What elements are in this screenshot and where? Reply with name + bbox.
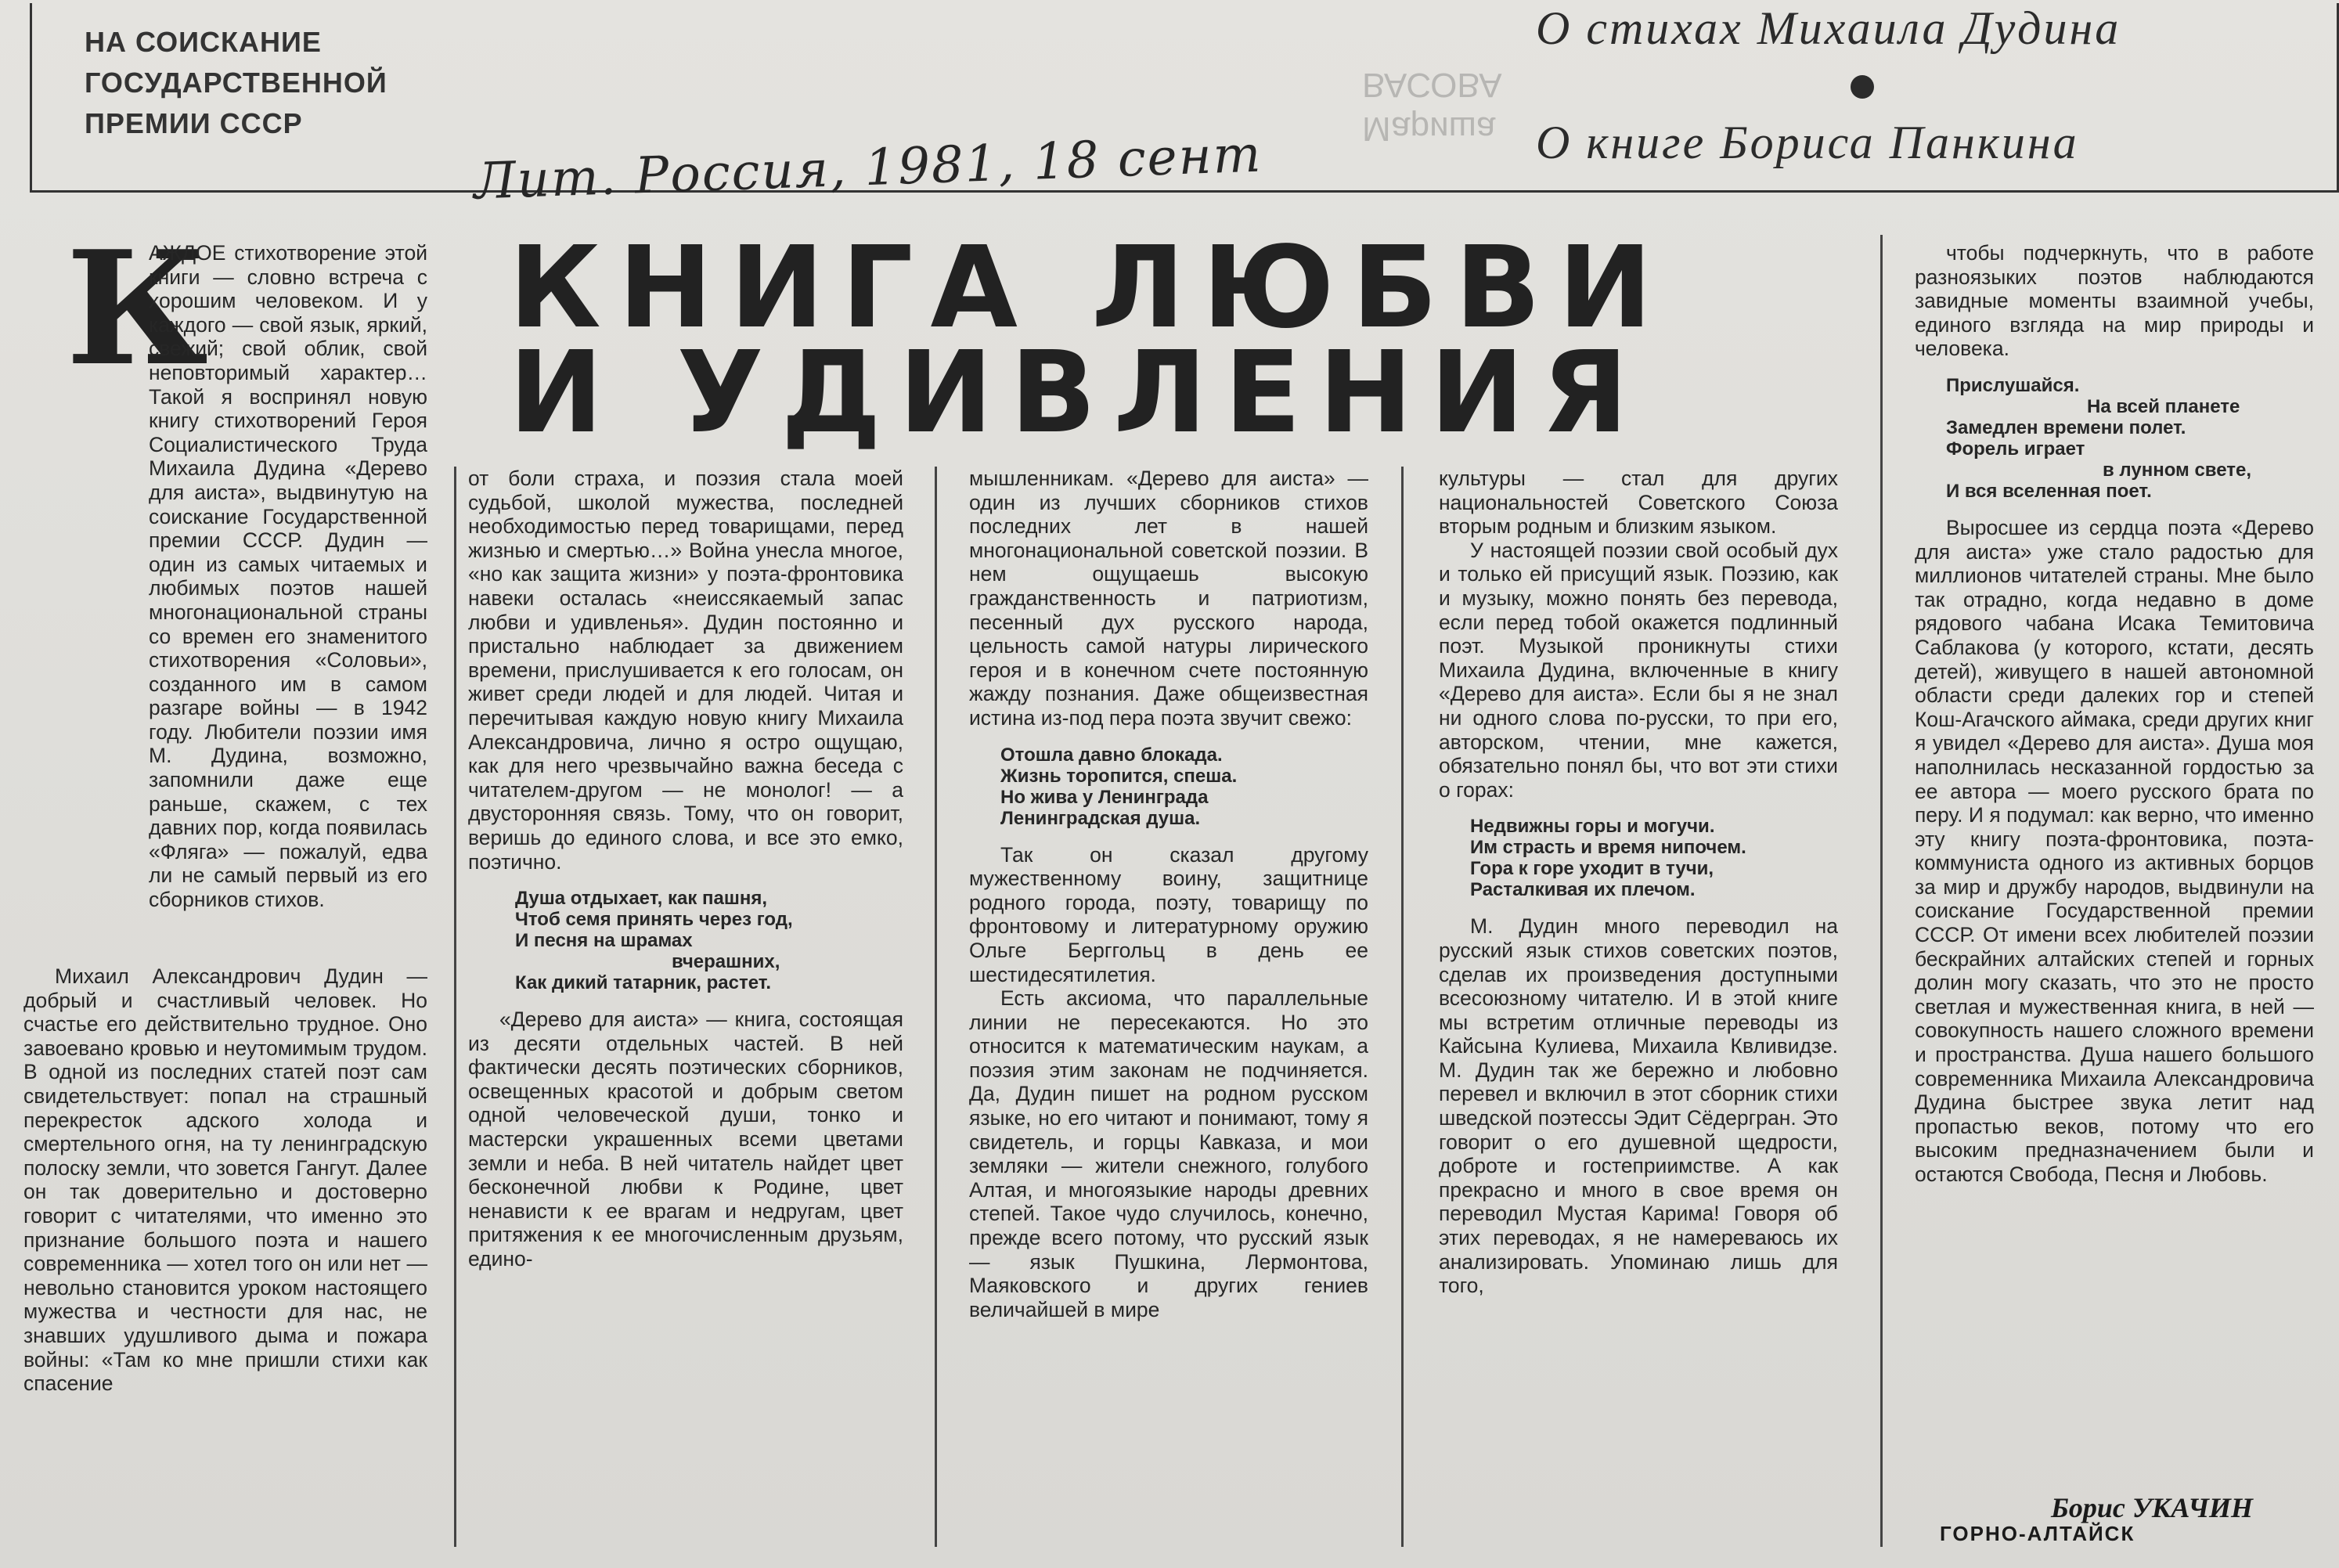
poem-line: Душа отдыхает, как пашня, — [515, 888, 768, 910]
column-rule — [454, 467, 456, 1547]
article-headline — [509, 222, 1670, 458]
column-4 — [1439, 467, 1838, 1298]
poem-line: И вся вселенная поет. — [1946, 480, 2152, 502]
poem-line: Им страсть и время нипочем. — [1470, 837, 1746, 859]
author-city: ГОРНО-АЛТАЙСК — [1940, 1522, 2135, 1545]
poem-excerpt — [1000, 744, 1368, 829]
poem-line: На всей планете — [2087, 395, 2240, 417]
poem-line: Прислушайся. — [1946, 374, 2080, 396]
poem-line: в лунном свете, — [2103, 459, 2252, 481]
poem-line: Но жива у Ленинграда — [1000, 786, 1209, 808]
paragraph: Выросшее из сердца поэта «Дерево для аиста» уже стало радостью для миллионов читателей страны. Мне было так отрадно, когда недавно в доме рядового чабана Исака Темитовича Саблакова (у которого, кстати, десять детей), живущего в нашей автономной области среди далеких гор и степей Кош-Агачского аймака, среди других книг я увидел «Дерево для аиста». Душа моя наполнилась несказанной гордостью за ее автора — моего русского брата по перу. И я подумал: как верно, что именно эту книгу поэта-фронтовика, поэта-коммуниста одного из активных борцов за мир и дружбу народов, выдвинули на соискание Государственной премии СССР. От имени всех любителей поэзии бескрайних алтайских степей и горных долин могу сказать, что это не просто светлая и мужественная книга, в ней — совокупность нашего сложного времени и пространства. Душа нашего большого современника Михаила Александровича Дудина быстрее звука летит над пропастью веков, потому что его высоким предназначением были и остаются Свобода, Песня и Любовь. — [1915, 515, 2314, 1186]
column-rule — [1880, 235, 1883, 1547]
poem-excerpt — [515, 888, 903, 993]
column-1-second — [23, 964, 427, 1396]
poem-line: Как дикий татарник, растет. — [515, 972, 772, 994]
poem-line: Форель играет — [1946, 438, 2085, 460]
column-rule — [1401, 467, 1404, 1547]
bleed-through-text — [1362, 63, 1502, 150]
column-3 — [969, 467, 1368, 1321]
paragraph: чтобы подчеркнуть, что в работе разноязыких поэтов наблюдаются завидные моменты взаимной учебы, единого взгляда на мир природы и человека. — [1915, 241, 2314, 361]
poem-line: Гора к горе уходит в тучи, — [1470, 858, 1714, 880]
poem-line: Жизнь торопится, спеша. — [1000, 765, 1238, 787]
bleed-line: Мариша — [1362, 110, 1496, 148]
paragraph: мышленникам. «Дерево для аиста» — один из лучших сборников стихов последних лет в нашей многонациональной советской поэзии. В нем ощущаешь высокую гражданственность и патриотизм, песенный дух русского народа, цельность самой натуры лирического героя и в конечном счете постоянную жажду познания. Даже общеизвестная истина из-под пера поэта звучит свежо: — [969, 467, 1368, 730]
paragraph: АЖДОЕ стихотворение этой книги — словно встреча с хорошим человеком. И у каждого — свой язык, яркий, свежий; свой облик, свой неповторимый характер… Такой я воспринял новую книгу стихотворений Героя Социалистического Труда Михаила Дудина «Дерево для аиста», выдвинутую на соискание Государственной премии СССР. Дудин — один из самых читаемых и любимых поэтов нашей многонациональной страны со времен его знаменитого стихотворения «Соловьи», созданного им в самом разгаре войны — в 1942 году. Любители поэзии имя М. Дудина, возможно, запомнили даже еще раньше, скажем, с тех давних пор, когда появилась «Фляга» — пожалуй, едва ли не самый первый из его сборников стихов. — [149, 241, 427, 912]
poem-line: Недвижны горы и могучи. — [1470, 816, 1715, 838]
paragraph: культуры — стал для других национальностей Советского Союза вторым родным и близким языком. — [1439, 467, 1838, 539]
headline-line: КНИГА ЛЮБВИ — [509, 222, 1670, 353]
column-5 — [1915, 241, 2314, 1187]
paragraph: У настоящей поэзии свой особый дух и только ей присущий язык. Поэзию, как и музыку, можно понять без перевода, если перед тобой окажется подлинный поэт. Музыкой проникнуты стихи Михаила Дудина, включенные в книгу «Дерево для аиста». Если бы я не знал ни одного слова по-русски, то при его, авторском, чтении, мне кажется, обязательно понял бы, что вот эти стихи о горах: — [1439, 538, 1838, 802]
poem-excerpt — [1470, 816, 1838, 900]
column-2 — [468, 467, 903, 1271]
paragraph: «Дерево для аиста» — книга, состоящая из десяти отдельных частей. В ней фактически десять поэтических сборников, освещенных красотой и добрым светом одной человеческой души, тонко и мастерски украшенных всеми цветами земли и неба. В ней читатель найдет цвет бесконечной любви к Родине, цвет ненависти к ее врагам и недругам, цвет притяжения к ее многочисленным друзьям, едино- — [468, 1007, 903, 1271]
paragraph: Так он сказал другому мужественному воину, защитнице родного города, поэту, товарищу по фронтовому и литературному оружию Ольге Берггольц в день ее шестидесятилетия. — [969, 842, 1368, 986]
contest-line: ПРЕМИИ СССР — [85, 107, 303, 139]
handwritten-source-note: Лит. Россия, 1981, 18 сент — [473, 125, 1263, 211]
headline-line: И УДИВЛЕНИЯ — [509, 326, 1646, 458]
poem-line: Ленинградская душа. — [1000, 807, 1201, 829]
drop-cap: К — [66, 217, 208, 401]
poem-line: Чтоб семя принять через год, — [515, 909, 793, 931]
poem-line: вчерашних, — [672, 951, 780, 973]
column-rule — [935, 467, 937, 1547]
paragraph: М. Дудин много переводил на русский язык стихов советских поэтов, сделав их произведения доступными всесоюзному читателю. И в этой книге мы встретим отличные переводы из Кайсына Кулиева, Михаила Квливидзе. М. Дудин так же бережно и любовно перевел и включил в этот сборник стихи шведской поэтессы Эдит Сёдергран. Это говорит о его душевной щедрости, доброте и гостеприимстве. А как прекрасно и много в свое время он переводил Мустая Карима! Говоря об этих переводах, я не намереваюсь их анализировать. Упоминаю лишь для того, — [1439, 914, 1838, 1298]
paragraph: от боли страха, и поэзия стала моей судьбой, школой мужества, последней необходимостью перед товарищами, перед жизнью и смертью…» Война унесла многое, «но как защита жизни» у поэта-фронтовика навеки осталась «неиссякаемый запас любви и удивленья». Дудин постоянно и пристально наблюдает за движением времени, прислушивается к его голосам, он живет среди людей и для людей. Читая и перечитывая каждую новую книгу Михаила Александровича, лично я остро ощущаю, как для него чрезвычайно важна беседа с читателем-другом — не монолог! — а двусторонняя связь. Тому, что он говорит, веришь до единого слова, и все это емко, поэтично. — [468, 467, 903, 874]
bullet-dot — [1851, 75, 1874, 99]
contest-label — [85, 22, 387, 144]
paragraph: Михаил Александрович Дудин — добрый и счастливый человек. Но счастье его действительно трудное. Оно завоевано кровью и неутомимым трудом. В одной из последних статей поэт сам свидетельствует: попал на страшный перекресток адского холода и смертельного огня, на ту ленинградскую полоску земли, что зовется Гангут. Далее он так доверительно и достоверно говорит с читателями, что именно это признание большого поэта и нашего современника — хотел того он или нет — невольно становится уроком настоящего мужества и честности для нас, не знавших удушливого дыма и пожара войны: «Там ко мне пришли стихи как спасение — [23, 964, 427, 1396]
contest-line: ГОСУДАРСТВЕННОЙ — [85, 67, 387, 99]
contest-line: НА СОИСКАНИЕ — [85, 26, 322, 58]
author-signature: Борис УКАЧИН — [2051, 1492, 2254, 1523]
topic-heading-dudin: О стихах Михаила Дудина — [1536, 2, 2121, 54]
column-1 — [149, 241, 427, 918]
bleed-line: ВАСОВА — [1362, 66, 1502, 104]
poem-excerpt — [1946, 375, 2314, 502]
paragraph: Есть аксиома, что параллельные линии не пересекаются. Но это относится к математическим наукам, а поэзия этим законам не подчиняется. Да, Дудин пишет на родном русском языке, но его читают и понимают, тому я свидетель, и горцы Кавказа, и мои земляки — жители снежного, голубого Алтая, и многоязыкие народы древних степей. Такое чудо случилось, конечно, прежде всего потому, что русский язык — язык Пушкина, Лермонтова, Маяковского и других гениев величайшей в мире — [969, 986, 1368, 1321]
poem-line: Замедлен времени полет. — [1946, 416, 2186, 438]
poem-line: Расталкивая их плечом. — [1470, 879, 1696, 901]
topic-heading-pankin: О книге Бориса Панкина — [1536, 117, 2079, 168]
poem-line: Отошла давно блокада. — [1000, 744, 1223, 766]
poem-line: И песня на шрамах — [515, 930, 693, 952]
